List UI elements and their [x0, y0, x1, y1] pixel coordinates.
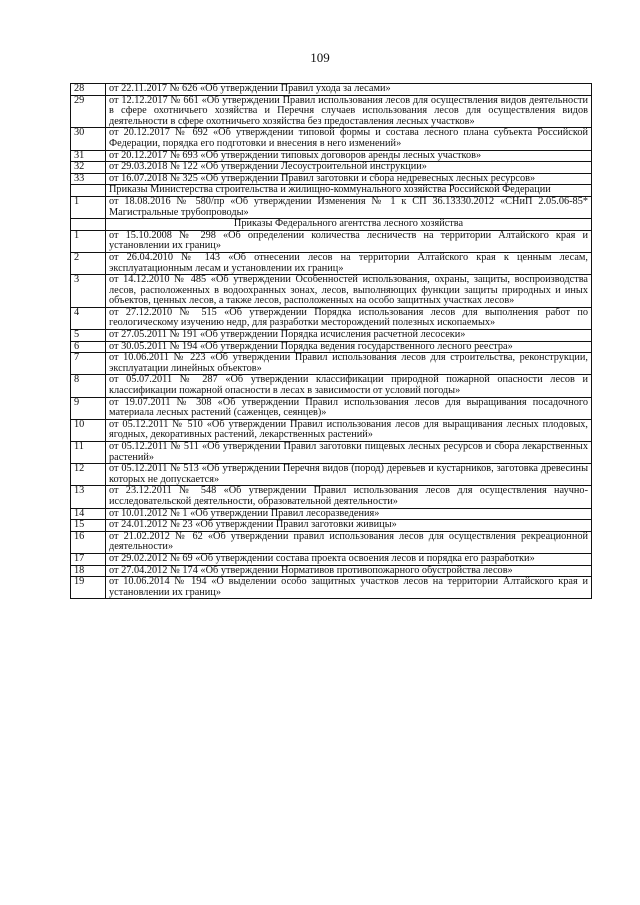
legal-acts-table [70, 83, 592, 599]
table-row [71, 84, 592, 96]
row-text: от 05.12.2011 № 513 «Об утверждении Перечня видов (пород) деревьев и кустарников, заготовка древесины которых не допускается» [106, 464, 592, 486]
table-row [71, 252, 592, 274]
row-number: 12 [71, 464, 106, 486]
row-text: от 10.06.2011 № 223 «Об утверждении Правил использования лесов для строительства, реконструкции, эксплуатации линейных объектов» [106, 353, 592, 375]
row-number: 33 [71, 173, 106, 185]
row-number: 29 [71, 95, 106, 128]
row-number: 9 [71, 397, 106, 419]
row-text: от 14.12.2010 № 485 «Об утверждении Особенностей использования, охраны, защиты, воспроизводства лесов, расположенных в водоохранных зонах, лесов, выполняющих функции защиты природных и иных объектов, ценных лесов, а также лесов, расположенных на особо защитных участках лесов» [106, 275, 592, 308]
row-number: 11 [71, 442, 106, 464]
row-number: 2 [71, 252, 106, 274]
row-text: от 16.07.2018 № 325 «Об утверждении Правил заготовки и сбора недревесных лесных ресурсов» [106, 173, 592, 185]
table-row [71, 275, 592, 308]
row-number: 31 [71, 150, 106, 162]
table-row [71, 553, 592, 565]
row-number: 1 [71, 230, 106, 252]
row-number: 10 [71, 419, 106, 441]
section-row-agency [71, 219, 592, 231]
row-text: от 20.12.2017 № 692 «Об утверждении типовой формы и состава лесного плана субъекта Российской Федерации, порядка его подготовки и внесения в него изменений» [106, 128, 592, 150]
table-row [71, 464, 592, 486]
row-number: 1 [71, 196, 106, 218]
row-number: 13 [71, 486, 106, 508]
row-text: от 29.02.2012 № 69 «Об утверждении состава проекта освоения лесов и порядка его разработки» [106, 553, 592, 565]
table-row [71, 486, 592, 508]
table-row [71, 508, 592, 520]
table-row [71, 442, 592, 464]
row-number: 30 [71, 128, 106, 150]
row-text: от 19.07.2011 № 308 «Об утверждении Правил использования лесов для выращивания посадочного материала лесных растений (саженцев, сеянцев)» [106, 397, 592, 419]
row-text: от 22.11.2017 № 626 «Об утверждении Правил ухода за лесами» [106, 84, 592, 96]
table-row [71, 128, 592, 150]
row-number: 28 [71, 84, 106, 96]
row-text: от 05.12.2011 № 511 «Об утверждении Правил заготовки пищевых лесных ресурсов и сбора лекарственных растений» [106, 442, 592, 464]
table-row [71, 520, 592, 532]
table-row [71, 150, 592, 162]
section-heading: Приказы Федерального агентства лесного хозяйства [106, 219, 592, 231]
row-text: от 05.12.2011 № 510 «Об утверждении Правил использования лесов для выращивания лесных плодовых, ягодных, декоративных растений, лекарственных растений» [106, 419, 592, 441]
row-number: 14 [71, 508, 106, 520]
table-row [71, 196, 592, 218]
row-text: от 27.04.2012 № 174 «Об утверждении Нормативов противопожарного обустройства лесов» [106, 565, 592, 577]
row-text: от 23.12.2011 № 548 «Об утверждении Правил использования лесов для осуществления научно-исследовательской деятельности, образовательной деятельности» [106, 486, 592, 508]
section-heading: Приказы Министерства строительства и жилищно-коммунального хозяйства Российской Федерации [106, 185, 592, 197]
row-number: 32 [71, 162, 106, 174]
row-text: от 18.08.2016 № 580/пр «Об утверждении Изменения № 1 к СП 36.13330.2012 «СНиП 2.05.06-85* Магистральные трубопроводы» [106, 196, 592, 218]
row-text: от 27.12.2010 № 515 «Об утверждении Порядка использования лесов для выполнения работ по геологическому изучению недр, для разработки месторождений полезных ископаемых» [106, 307, 592, 329]
table-row [71, 577, 592, 599]
row-text: от 27.05.2011 № 191 «Об утверждении Порядка исчисления расчетной лесосеки» [106, 330, 592, 342]
row-text: от 15.10.2008 № 298 «Об определении количества лесничеств на территории Алтайского края и установлении их границ» [106, 230, 592, 252]
table-row [71, 341, 592, 353]
row-number: 4 [71, 307, 106, 329]
row-number: 6 [71, 341, 106, 353]
table-row [71, 230, 592, 252]
row-number: 19 [71, 577, 106, 599]
table-row [71, 419, 592, 441]
legal-acts-table-body [71, 84, 592, 599]
table-row [71, 531, 592, 553]
table-row [71, 375, 592, 397]
row-text: от 21.02.2012 № 62 «Об утверждении правил использования лесов для осуществления рекреационной деятельности» [106, 531, 592, 553]
row-text: от 10.06.2014 № 194 «О выделении особо защитных участков лесов на территории Алтайского края и установлении их границ» [106, 577, 592, 599]
row-number: 15 [71, 520, 106, 532]
row-number: 3 [71, 275, 106, 308]
table-row [71, 565, 592, 577]
row-text: от 30.05.2011 № 194 «Об утверждении Порядка ведения государственного лесного реестра» [106, 341, 592, 353]
page-number: 109 [310, 50, 330, 65]
row-number: 16 [71, 531, 106, 553]
table-row [71, 307, 592, 329]
row-number: 5 [71, 330, 106, 342]
row-text: от 24.01.2012 № 23 «Об утверждении Правил заготовки живицы» [106, 520, 592, 532]
table-row [71, 95, 592, 128]
row-number: 17 [71, 553, 106, 565]
row-text: от 20.12.2017 № 693 «Об утверждении типовых договоров аренды лесных участков» [106, 150, 592, 162]
row-number: 18 [71, 565, 106, 577]
row-text: от 26.04.2010 № 143 «Об отнесении лесов на территории Алтайского края к ценным лесам, эксплуатационным лесам и установлении их границ» [106, 252, 592, 274]
row-text: от 05.07.2011 № 287 «Об утверждении классификации природной пожарной опасности лесов и классификации пожарной опасности в лесах в зависимости от условий погоды» [106, 375, 592, 397]
row-number: 8 [71, 375, 106, 397]
table-row [71, 397, 592, 419]
row-number: 7 [71, 353, 106, 375]
row-text: от 10.01.2012 № 1 «Об утверждении Правил лесоразведения» [106, 508, 592, 520]
table-row [71, 162, 592, 174]
table-row [71, 353, 592, 375]
section-row-ministry [71, 185, 592, 197]
table-row [71, 173, 592, 185]
empty-cell [71, 219, 106, 231]
row-text: от 29.03.2018 № 122 «Об утверждении Лесоустроительной инструкции» [106, 162, 592, 174]
empty-cell [71, 185, 106, 197]
table-row [71, 330, 592, 342]
row-text: от 12.12.2017 № 661 «Об утверждении Правил использования лесов для осуществления видов деятельности в сфере охотничьего хозяйства и Перечня случаев использования лесов для осуществления видов деятельности в сфере охотничьего хозяйства без предоставления лесных участков» [106, 95, 592, 128]
